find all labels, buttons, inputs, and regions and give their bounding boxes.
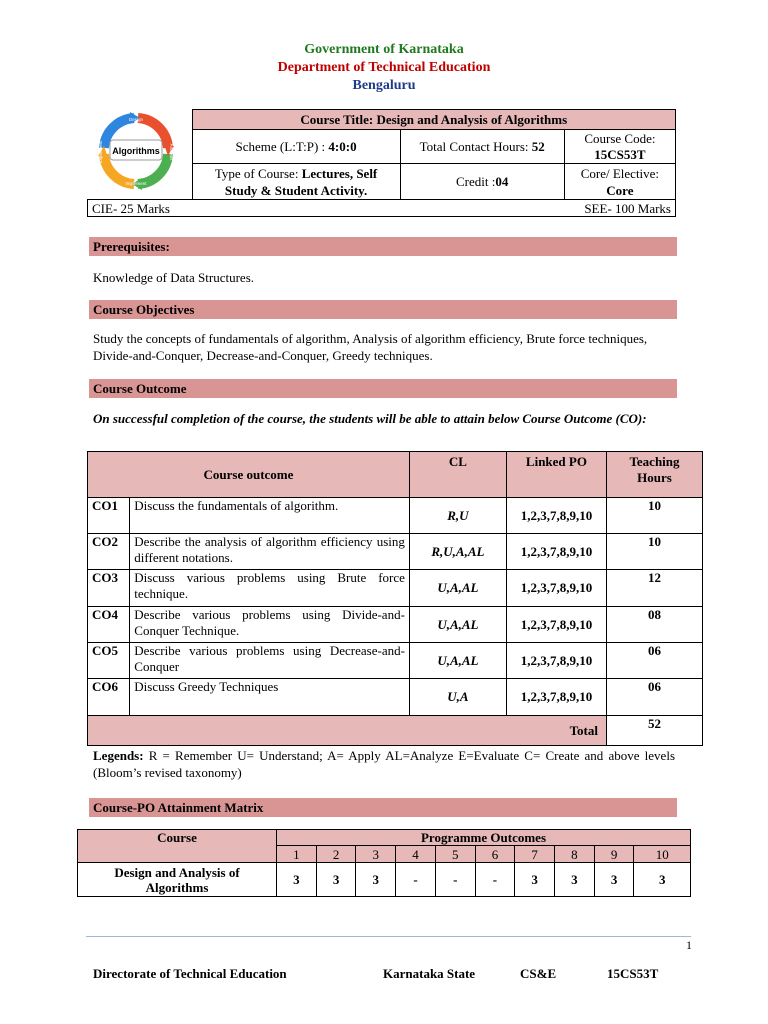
co-hours: 10 xyxy=(606,498,702,534)
objectives-heading: Course Objectives xyxy=(89,300,677,319)
po-value: 3 xyxy=(634,863,691,897)
prerequisites-heading: Prerequisites: xyxy=(89,237,677,256)
legends-label: Legends: xyxy=(93,748,144,763)
po-attainment-table xyxy=(77,829,691,897)
cie-marks: CIE- 25 Marks xyxy=(92,200,170,216)
co-cl: U,A xyxy=(409,679,506,716)
core-elective-cell: Core/ Elective: Core xyxy=(564,164,675,200)
po-number: 3 xyxy=(356,846,396,863)
co-hours: 06 xyxy=(606,643,702,679)
co-po: 1,2,3,7,8,9,10 xyxy=(506,570,606,607)
co-desc: Discuss the fundamentals of algorithm. xyxy=(130,498,410,534)
logo-cell xyxy=(88,110,193,200)
header-government: Government of Karnataka xyxy=(304,42,464,57)
page-number: 1 xyxy=(686,938,692,952)
outcome-heading: Course Outcome xyxy=(89,379,677,398)
co-desc: Discuss Greedy Techniques xyxy=(130,679,410,716)
po-value: 3 xyxy=(277,863,317,897)
footer-divider xyxy=(86,936,691,937)
po-value: 3 xyxy=(356,863,396,897)
table-row xyxy=(88,643,703,679)
footer-code: 15CS53T xyxy=(607,966,659,981)
co-id: CO2 xyxy=(88,534,130,570)
po-number: 8 xyxy=(555,846,595,863)
course-title: Course Title: Design and Analysis of Algorithms xyxy=(192,110,675,130)
scheme-cell: Scheme (L:T:P) : 4:0:0 xyxy=(192,130,400,164)
co-hours: 08 xyxy=(606,607,702,643)
logo-label-analysis: Analysis xyxy=(169,143,174,161)
contact-hours-cell: Total Contact Hours: 52 xyxy=(400,130,564,164)
po-number: 2 xyxy=(316,846,356,863)
matrix-heading: Course-PO Attainment Matrix xyxy=(89,798,677,817)
po-value: 3 xyxy=(515,863,555,897)
co-po: 1,2,3,7,8,9,10 xyxy=(506,534,606,570)
logo-label-experiment: Experiment xyxy=(98,140,103,164)
table-row xyxy=(88,498,703,534)
co-id: CO6 xyxy=(88,679,130,716)
total-row xyxy=(88,716,703,746)
co-id: CO4 xyxy=(88,607,130,643)
header-department: Department of Technical Education xyxy=(277,60,491,75)
po-header-outcomes: Programme Outcomes xyxy=(277,830,691,846)
po-number: 4 xyxy=(396,846,436,863)
total-value: 52 xyxy=(606,716,702,746)
po-course-name: Design and Analysis of Algorithms xyxy=(78,863,277,897)
course-outcome-table xyxy=(87,451,703,746)
co-cl: R,U xyxy=(409,498,506,534)
table-row xyxy=(88,570,703,607)
table-row xyxy=(78,863,691,897)
po-value: 3 xyxy=(316,863,356,897)
footer-directorate: Directorate of Technical Education xyxy=(93,966,287,981)
po-value: - xyxy=(396,863,436,897)
co-id: CO1 xyxy=(88,498,130,534)
co-po: 1,2,3,7,8,9,10 xyxy=(506,643,606,679)
po-value: 3 xyxy=(555,863,595,897)
legends xyxy=(93,747,675,781)
po-number: 10 xyxy=(634,846,691,863)
co-po: 1,2,3,7,8,9,10 xyxy=(506,607,606,643)
co-cl: U,A,AL xyxy=(409,607,506,643)
table-row xyxy=(88,679,703,716)
po-value: - xyxy=(475,863,515,897)
logo-label-implement: Implement xyxy=(125,181,147,186)
course-info-table xyxy=(87,109,676,217)
po-number: 5 xyxy=(435,846,475,863)
co-desc: Discuss various problems using Brute force technique. xyxy=(130,570,410,607)
co-hours: 10 xyxy=(606,534,702,570)
objectives-text: Study the concepts of fundamentals of algorithm, Analysis of algorithm efficiency, Brute force techniques, Divide-and-Conquer, Decrease-and-Conquer, Greedy techniques. xyxy=(93,331,648,363)
co-header-outcome: Course outcome xyxy=(88,452,410,498)
credit-cell: Credit :04 xyxy=(400,164,564,200)
total-label: Total xyxy=(88,716,607,746)
co-cl: U,A,AL xyxy=(409,570,506,607)
co-po: 1,2,3,7,8,9,10 xyxy=(506,498,606,534)
co-cl: U,A,AL xyxy=(409,643,506,679)
see-marks: SEE- 100 Marks xyxy=(584,200,671,216)
footer-state: Karnataka State xyxy=(383,966,476,981)
outcome-intro: On successful completion of the course, the students will be able to attain below Course Outcome (CO): xyxy=(93,411,647,426)
table-row xyxy=(88,534,703,570)
co-header-teaching-hours: Teaching Hours xyxy=(606,452,702,498)
co-header-cl: CL xyxy=(409,452,506,498)
logo-label-design: Design xyxy=(128,117,144,122)
table-row xyxy=(88,607,703,643)
po-header-course: Course xyxy=(78,830,277,863)
legends-text: R = Remember U= Understand; A= Apply AL=Analyze E=Evaluate C= Create and above levels (Bloom’s revised taxonomy) xyxy=(93,748,675,780)
co-desc: Describe various problems using Divide-and-Conquer Technique. xyxy=(130,607,410,643)
footer-dept: CS&E xyxy=(520,966,557,981)
course-code-cell: Course Code: 15CS53T xyxy=(564,130,675,164)
po-number: 9 xyxy=(594,846,634,863)
co-cl: R,U,A,AL xyxy=(409,534,506,570)
marks-row xyxy=(88,200,676,217)
co-desc: Describe the analysis of algorithm efficiency using different notations. xyxy=(130,534,410,570)
po-number: 6 xyxy=(475,846,515,863)
prerequisites-text: Knowledge of Data Structures. xyxy=(93,270,255,285)
co-hours: 06 xyxy=(606,679,702,716)
po-number: 1 xyxy=(277,846,317,863)
co-header-linked-po: Linked PO xyxy=(506,452,606,498)
co-desc: Describe various problems using Decrease-and-Conquer xyxy=(130,643,410,679)
po-value: 3 xyxy=(594,863,634,897)
po-number: 7 xyxy=(515,846,555,863)
logo-center-label: Algorithms xyxy=(112,146,160,156)
co-hours: 12 xyxy=(606,570,702,607)
co-po: 1,2,3,7,8,9,10 xyxy=(506,679,606,716)
course-type-cell: Type of Course: Lectures, Self Study & Student Activity. xyxy=(192,164,400,200)
header-city: Bengaluru xyxy=(352,78,416,93)
co-id: CO5 xyxy=(88,643,130,679)
co-id: CO3 xyxy=(88,570,130,607)
po-value: - xyxy=(435,863,475,897)
